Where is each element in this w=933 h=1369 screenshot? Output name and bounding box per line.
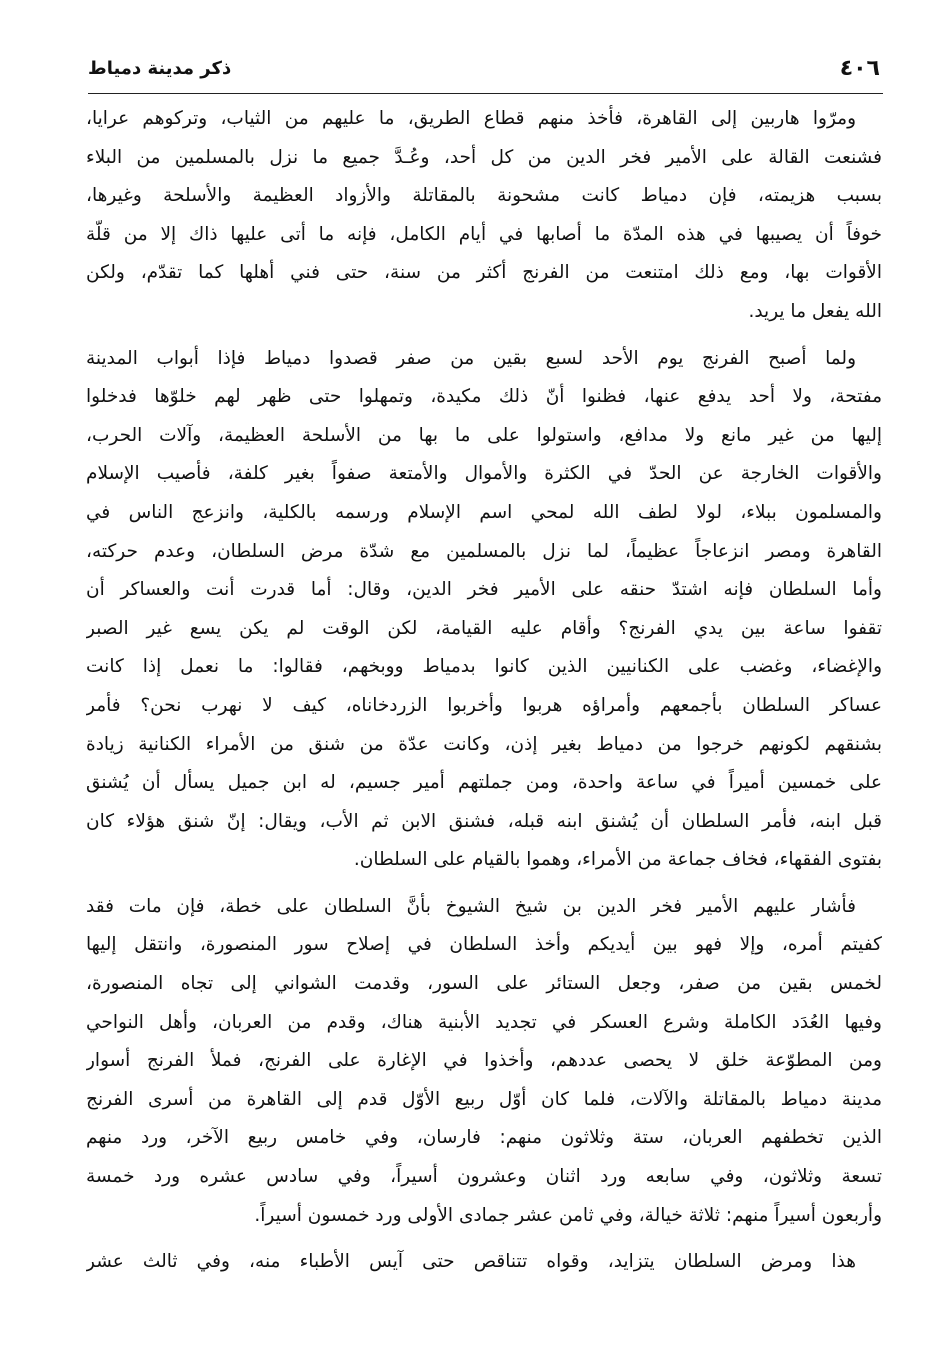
page-header bbox=[88, 52, 880, 92]
page-body bbox=[86, 100, 882, 1290]
text-line: إليها من غير مانع ولا مدافع، واستولوا على ما بها من الأسلحة العظيمة، وآلات الحرب، bbox=[86, 424, 882, 446]
text-line: تقفوا ساعة بين يدي الفرنج؟ وأقام عليه القيامة، لكن الوقت لم يكن يسع غير الصبر bbox=[86, 617, 882, 639]
text-line: والمسلمون ببلاء، لولا لطف الله لمحي اسم الإسلام ورسمه بالكلية، وانزعج الناس في bbox=[86, 501, 882, 523]
text-line: وفيها العُدَد الكاملة وشرع العسكر في تجديد الأبنية هناك، وقدم من العربان، وأهل النواحي bbox=[86, 1011, 882, 1033]
text-line: عساكر السلطان بأجمعهم وأمراؤه هربوا وأخربوا الزردخاناه، كيف لا نهرب نحن؟ فأمر bbox=[86, 694, 882, 716]
text-line: فأشار عليهم الأمير فخر الدين بن شيخ الشيوخ بأنَّ السلطان على خطة، فإن مات فقد bbox=[86, 895, 856, 917]
text-line: القاهرة ومصر انزعاجاً عظيماً، لما نزل بالمسلمين مع شدّة مرض السلطان، وعدم حركته، bbox=[86, 540, 882, 562]
text-line: قبل ابنه، فأمر السلطان أن يُشنق ابنه قبله، فشنق الابن ثم الأب، ويقال: إنّ شنق هؤلاء كان bbox=[86, 810, 882, 832]
page-number: ٤٠٦ bbox=[839, 56, 880, 81]
text-line: ومرّوا هاربين إلى القاهرة، فأخذ منهم قطاع الطريق، ما عليهم من الثياب، وتركوهم عرايا، bbox=[86, 108, 856, 129]
text-line: بشنقهم لكونهم خرجوا من دمياط بغير إذن، وكانت عدّة من شنق من الأمراء الكنانية زيادة bbox=[86, 733, 882, 755]
running-title: ذكر مدينة دمياط bbox=[88, 58, 232, 79]
text-line: الأقوات بها، ومع ذلك امتنعت من الفرنج أكثر من سنة، حتى فني أهلها كما تقدّم، ولكن bbox=[86, 262, 882, 284]
text-line: بسبب هزيمته، فإن دمياط كانت مشحونة بالمقاتلة والأزواد العظيمة والأسلحة وغيرها، bbox=[86, 185, 882, 207]
text-line: الذين تخطفهم العربان، ستة وثلاثون منهم: فارسان، وفي خامس ربيع الآخر، ورد منهم bbox=[86, 1127, 882, 1149]
paragraph bbox=[86, 100, 882, 332]
text-line: على خمسين أميراً في ساعة واحدة، ومن جملتهم أمير جسيم، له ابن جميل يسأل أن يُشنق bbox=[86, 772, 882, 794]
text-line: ولما أصبح الفرنج يوم الأحد لسبع بقين من صفر قصدوا دمياط فإذا أبواب المدينة bbox=[86, 347, 856, 369]
text-line: كفيتم أمره، وإلا فهو بين أيديكم وأخذ السلطان في إصلاح سور المنصورة، وانتقل إليها bbox=[86, 934, 882, 956]
text-line: والأقوات الخارجة عن الحدّ في الكثرة والأموال والأمتعة صفواً بغير كلفة، فأصيب الإسلام bbox=[86, 463, 882, 485]
header-rule bbox=[88, 93, 883, 94]
text-line: تسعة وثلاثون، وفي سابعه ورد اثنان وعشرون أسيراً، وفي سادس عشره ورد خمسة bbox=[86, 1166, 882, 1188]
text-line: بفتوى الفقهاء، فخاف جماعة من الأمراء، وهموا بالقيام على السلطان. bbox=[353, 849, 882, 871]
text-line: خوفاً أن يصيبها في هذه المدّة ما أصابها في أيام الكامل، فإنه ما أتى عليها ذاك إلا من قلّة bbox=[86, 223, 882, 245]
text-line: هذا ومرض السلطان يتزايد، وقواه تتناقص حتى آيس الأطباء منه، وفي ثالث عشر bbox=[86, 1251, 856, 1273]
paragraph bbox=[86, 340, 882, 880]
text-line: ومن المطوّعة خلق لا يحصى عددهم، وأخذوا في الإغارة على الفرنج، فملأ الفرنج أسوار bbox=[86, 1050, 882, 1072]
text-line: الله يفعل ما يريد. bbox=[748, 300, 882, 322]
text-line: لخمس بقين من صفر، وجعل الستائر على السور، وقدمت الشواني إلى تجاه المنصورة، bbox=[86, 973, 882, 995]
paragraph bbox=[86, 1243, 882, 1282]
text-line: فشنعت القالة على الأمير فخر الدين من كل أحد، وعُـدَّ جميع ما نزل بالمسلمين من البلاء bbox=[86, 146, 882, 168]
text-line: وأربعون أسيراً منهم: ثلاثة خيالة، وفي ثامن عشر جمادى الأولى ورد خمسون أسيراً. bbox=[254, 1204, 882, 1226]
text-line: مدينة دمياط بالمقاتلة والآلات، فلما كان أوّل ربيع الأوّل قدم إلى القاهرة من أسرى الفرنج bbox=[86, 1088, 882, 1110]
text-line: وأما السلطان فإنه اشتدّ حنقه على الأمير فخر الدين، وقال: أما قدرت أنت والعساكر أن bbox=[86, 579, 882, 601]
text-line: مفتحة، ولا أحد يدفع عنها، فظنوا أنّ ذلك مكيدة، وتمهلوا حتى ظهر لهم خلوّها فدخلوا bbox=[86, 386, 882, 408]
text-line: والإغضاء، وغضب على الكنانيين الذين كانوا بدمياط ووبخهم، فقالوا: ما نعمل إذا كانت bbox=[86, 656, 882, 678]
paragraph bbox=[86, 888, 882, 1235]
